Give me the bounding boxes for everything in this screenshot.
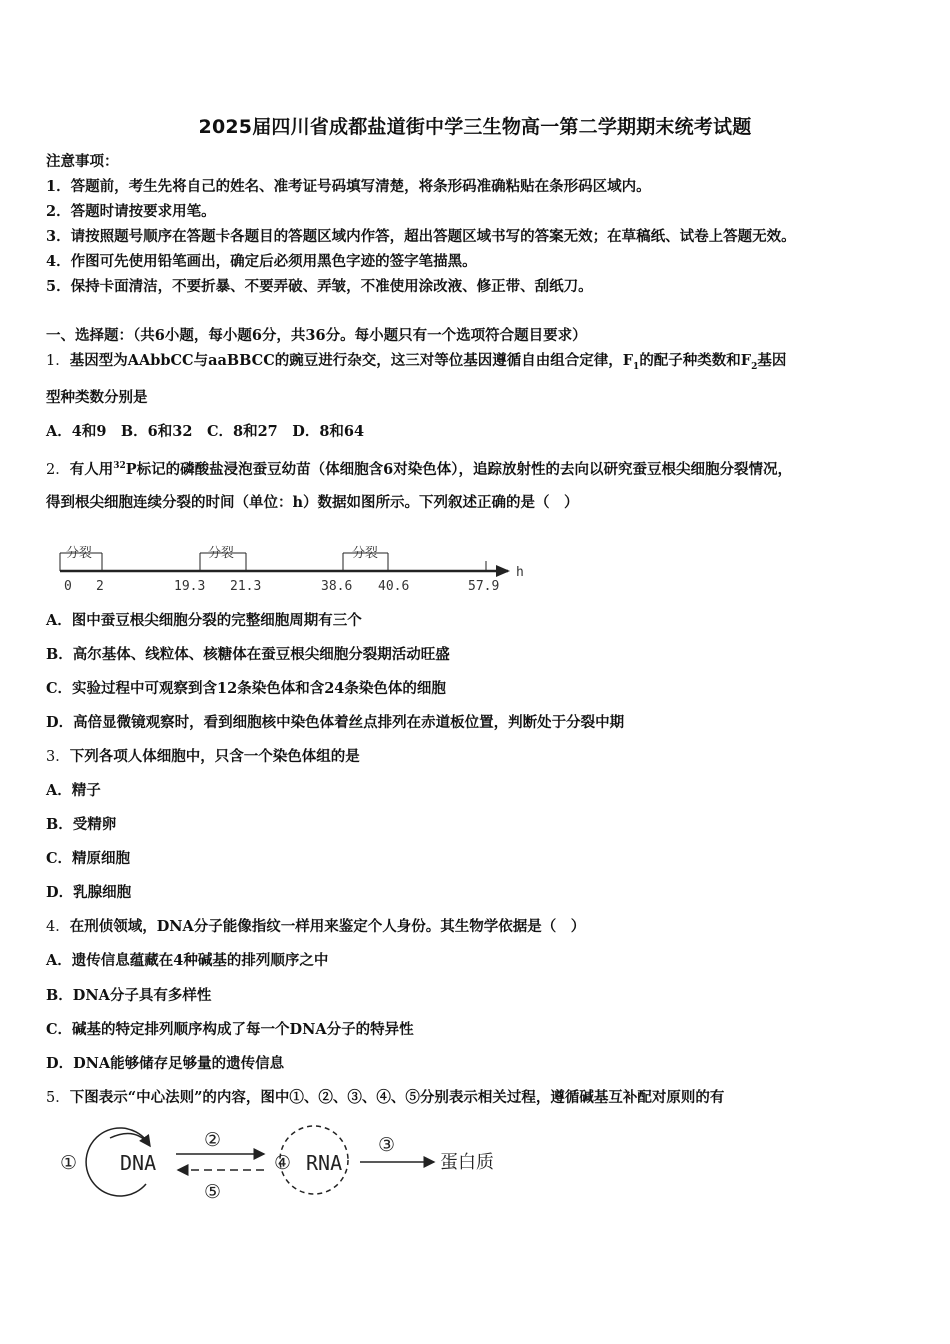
q2-option-c: C．实验过程中可观察到含12条染色体和含24条染色体的细胞 <box>46 680 446 697</box>
q2-text-a: 有人用 <box>69 460 114 478</box>
section-heading: 一、选择题：（共6小题，每小题6分，共36分。每小题只有一个选项符合题目要求） <box>46 327 587 344</box>
q1-text-a: 基因型为AAbbCC与aaBBCC的豌豆进行杂交，这三对等位基因遵循自由组合定律，F <box>69 352 634 369</box>
q4-option-b: B．DNA分子具有多样性 <box>46 987 212 1004</box>
division-label-2: 分裂 <box>208 546 235 561</box>
rna-label: RNA <box>306 1151 343 1175</box>
axis-arrow <box>496 565 510 577</box>
q1-options: A．4和9 B．6和32 C．8和27 D．8和64 <box>46 423 365 440</box>
division-label-1: 分裂 <box>66 546 93 561</box>
notice-item-2: 2．答题时请按要求用笔。 <box>46 203 216 220</box>
process-1-label: ① <box>60 1152 78 1174</box>
process-3-label: ③ <box>378 1134 396 1156</box>
q1-stem-line1 <box>46 351 786 377</box>
q2-text-b: P标记的磷酸盐浸泡蚕豆幼苗（体细胞含6对染色体），追踪放射性的去向以研究蚕豆根尖细胞分裂情况， <box>125 460 793 478</box>
process-2-label: ② <box>204 1129 222 1151</box>
q4-option-a: A．遗传信息蕴藏在4种碱基的排列顺序之中 <box>46 952 329 969</box>
page-title: 2025届四川省成都盐道街中学三生物高一第二学期期末统考试题 <box>198 116 752 138</box>
q2-stem-line2: 得到根尖细胞连续分裂的时间（单位：h）数据如图所示。下列叙述正确的是（ ） <box>46 494 579 511</box>
tick-label-38-6: 38.6 <box>321 579 353 594</box>
q2-sup: 32 <box>113 461 126 471</box>
tick-label-21-3: 21.3 <box>230 579 262 594</box>
q3-number: 3． <box>46 749 70 765</box>
tick-label-40-6: 40.6 <box>378 579 410 594</box>
notice-item-5: 5．保持卡面清洁，不要折暴、不要弄破、弄皱，不准使用涂改液、修正带、刮纸刀。 <box>46 278 593 295</box>
q1-text-c: 基因 <box>757 352 787 369</box>
q1-sub-2: 2 <box>751 361 758 372</box>
q1-number: 1． <box>46 353 70 369</box>
tick-label-19-3: 19.3 <box>174 579 206 594</box>
dna-replication-arrow <box>110 1134 150 1147</box>
q4-stem <box>46 917 585 937</box>
q2-number: 2． <box>46 461 70 478</box>
process-4-label: ④ <box>274 1152 292 1174</box>
central-dogma-diagram <box>50 1118 510 1204</box>
q4-option-c: C．碱基的特定排列顺序构成了每一个DNA分子的特异性 <box>46 1021 414 1038</box>
q1-stem-line2: 型种类数分别是 <box>46 389 148 406</box>
q2-stem-line1 <box>46 456 792 480</box>
tick-label-57-9: 57.9 <box>468 579 500 594</box>
q2-option-d: D．高倍显微镜观察时，看到细胞核中染色体着丝点排列在赤道板位置，判断处于分裂中期 <box>46 714 625 731</box>
q3-stem <box>46 747 360 767</box>
axis-unit: h <box>516 565 524 580</box>
q1-text-b: 的配子种类数和F <box>639 352 752 369</box>
q4-option-d: D．DNA能够储存足够量的遗传信息 <box>46 1055 285 1072</box>
q3-option-d: D．乳腺细胞 <box>46 884 132 901</box>
notice-item-3: 3．请按照题号顺序在答题卡各题目的答题区域内作答，超出答题区域书写的答案无效；在草稿纸、试卷上答题无效。 <box>46 228 796 245</box>
q5-stem <box>46 1088 724 1108</box>
protein-label: 蛋白质 <box>440 1152 494 1173</box>
q5-number: 5． <box>46 1090 70 1106</box>
process-5-label: ⑤ <box>204 1181 222 1203</box>
division-label-3: 分裂 <box>352 546 379 561</box>
tick-label-2: 2 <box>96 579 104 594</box>
q3-text: 下列各项人体细胞中，只含一个染色体组的是 <box>69 748 360 765</box>
q2-option-a: A．图中蚕豆根尖细胞分裂的完整细胞周期有三个 <box>46 612 362 629</box>
notice-heading: 注意事项： <box>46 153 119 170</box>
q3-option-a: A．精子 <box>46 782 101 799</box>
q2-option-b: B．高尔基体、线粒体、核糖体在蚕豆根尖细胞分裂期活动旺盛 <box>46 646 450 663</box>
q1-sub-1: 1 <box>633 361 640 372</box>
q3-option-c: C．精原细胞 <box>46 850 131 867</box>
q4-text: 在刑侦领域，DNA分子能像指纹一样用来鉴定个人身份。其生物学依据是（ ） <box>69 918 586 935</box>
notice-item-1: 1．答题前，考生先将自己的姓名、准考证号码填写清楚，将条形码准确粘贴在条形码区域内。 <box>46 178 651 195</box>
tick-label-0: 0 <box>64 579 72 594</box>
q5-text: 下图表示“中心法则”的内容，图中①、②、③、④、⑤分别表示相关过程，遵循碱基互补配对原则的有 <box>69 1089 725 1106</box>
q3-option-b: B．受精卵 <box>46 816 117 833</box>
cell-cycle-timeline <box>50 535 540 597</box>
q4-number: 4． <box>46 919 70 935</box>
dna-label: DNA <box>120 1151 157 1175</box>
notice-item-4: 4．作图可先使用铅笔画出，确定后必须用黑色字迹的签字笔描黑。 <box>46 253 477 270</box>
